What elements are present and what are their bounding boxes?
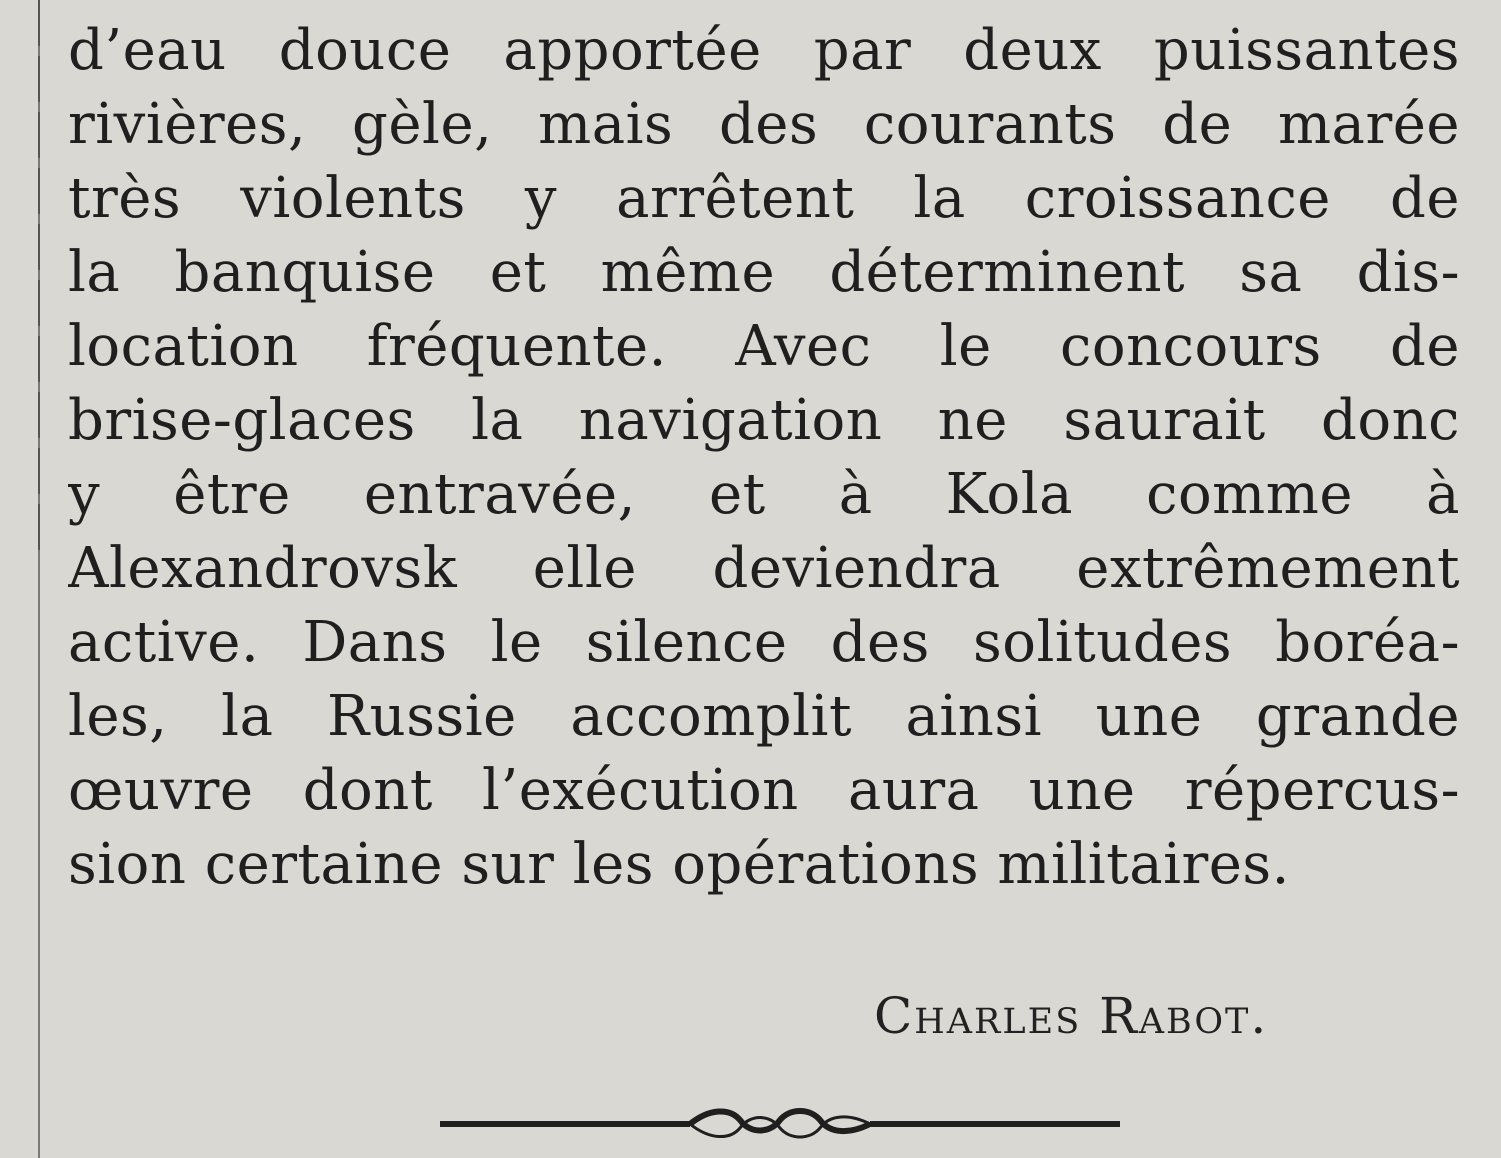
text-line: d’eau douce apportée par deux puissantes — [68, 18, 1460, 83]
text-line: active. Dans le silence des solitudes boréa- — [68, 610, 1460, 675]
text-line: très violents y arrêtent la croissance de — [68, 166, 1460, 231]
column-rule-dashed — [38, 0, 40, 560]
article-text — [68, 14, 1460, 902]
text-line: Alexandrovsk elle deviendra extrêmement — [68, 536, 1460, 601]
text-line: la banquise et même déterminent sa dis- — [68, 240, 1460, 305]
text-line: y être entravée, et à Kola comme à — [68, 462, 1460, 527]
text-line: rivières, gèle, mais des courants de marée — [68, 92, 1460, 157]
text-line: brise-glaces la navigation ne saurait donc — [68, 388, 1460, 453]
author-signature: Charles Rabot. — [874, 987, 1269, 1045]
ornament-divider-icon — [440, 1100, 1120, 1148]
text-line: sion certaine sur les opérations militaires. — [68, 832, 1290, 897]
text-line: les, la Russie accomplit ainsi une grande — [68, 684, 1460, 749]
text-line: œuvre dont l’exécution aura une répercus- — [68, 758, 1460, 823]
text-line: location fréquente. Avec le concours de — [68, 314, 1460, 379]
